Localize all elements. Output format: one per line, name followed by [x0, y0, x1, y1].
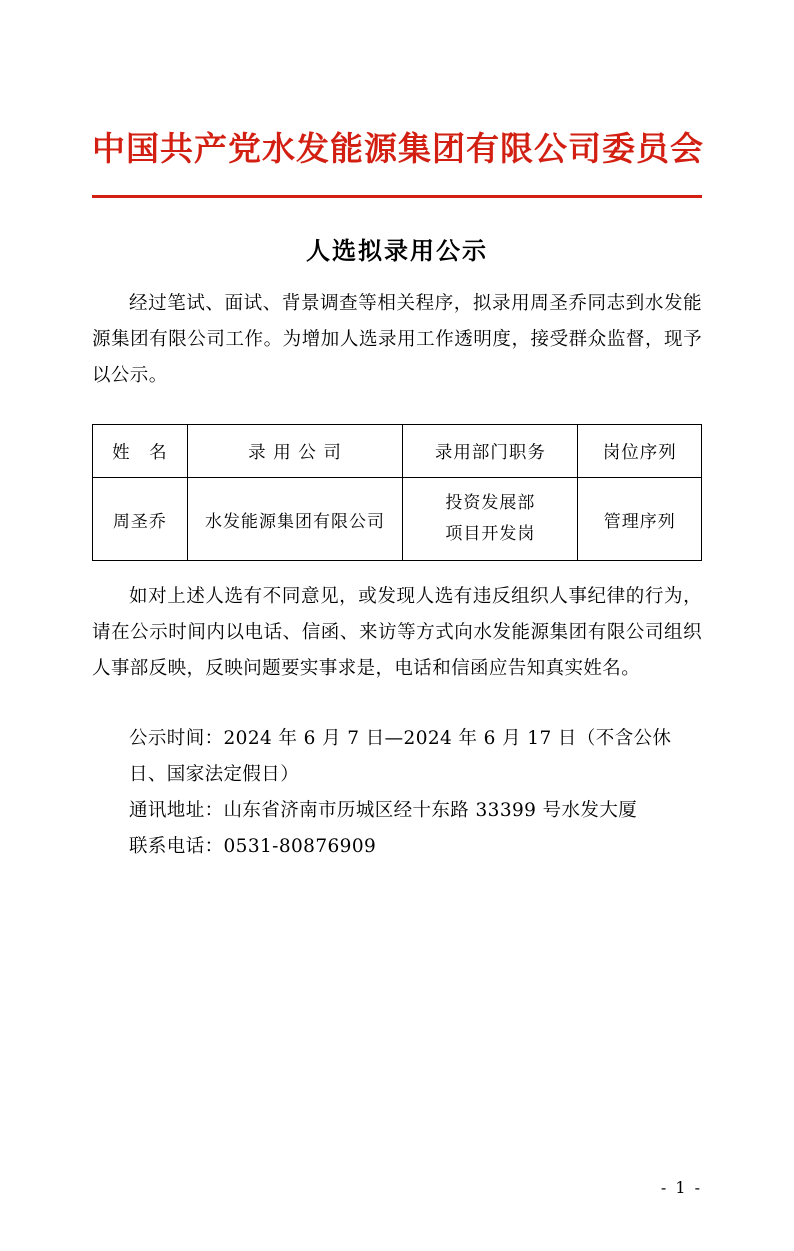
paragraph-feedback: 如对上述人选有不同意见，或发现人选有违反组织人事纪律的行为，请在公示时间内以电话、信函、来访等方式向水发能源集团有限公司组织人事部反映，反映问题要实事求是，电话和信函应告知真实姓名。	[92, 586, 702, 680]
page-number: - 1 -	[660, 1178, 702, 1197]
contact-phone: 联系电话：0531-80876909	[129, 836, 377, 858]
cell-department-line2: 项目开发岗	[445, 524, 536, 545]
cell-department-line1: 投资发展部	[445, 493, 536, 514]
candidate-table	[92, 424, 702, 561]
table-header-row	[93, 425, 702, 478]
cell-company: 水发能源集团有限公司	[187, 478, 403, 561]
letterhead-divider	[92, 195, 702, 198]
contact-address: 通讯地址：山东省济南市历城区经十东路 33399 号水发大厦	[129, 800, 638, 822]
paragraph-intro: 经过笔试、面试、背景调查等相关程序，拟录用周圣乔同志到水发能源集团有限公司工作。为增加人选录用工作透明度，接受群众监督，现予以公示。	[92, 292, 702, 386]
publicity-time-line-2: 日、国家法定假日）	[129, 764, 300, 786]
table-header-name: 姓 名	[93, 425, 188, 478]
document-page	[0, 128, 794, 1251]
candidate-table-wrapper	[92, 424, 702, 561]
page-title: 人选拟录用公示	[306, 236, 488, 266]
cell-department	[403, 478, 578, 561]
notice-block	[92, 721, 702, 865]
letterhead-title: 中国共产党水发能源集团有限公司委员会	[92, 129, 704, 168]
table-header-series: 岗位序列	[578, 425, 702, 478]
table-row	[93, 478, 702, 561]
table-header-company: 录 用 公 司	[187, 425, 403, 478]
letterhead	[92, 128, 702, 198]
cell-series: 管理序列	[578, 478, 702, 561]
table-header-department: 录用部门职务	[403, 425, 578, 478]
cell-name: 周圣乔	[93, 478, 188, 561]
publicity-time-line-1: 公示时间：2024 年 6 月 7 日—2024 年 6 月 17 日（不含公休	[129, 728, 672, 750]
